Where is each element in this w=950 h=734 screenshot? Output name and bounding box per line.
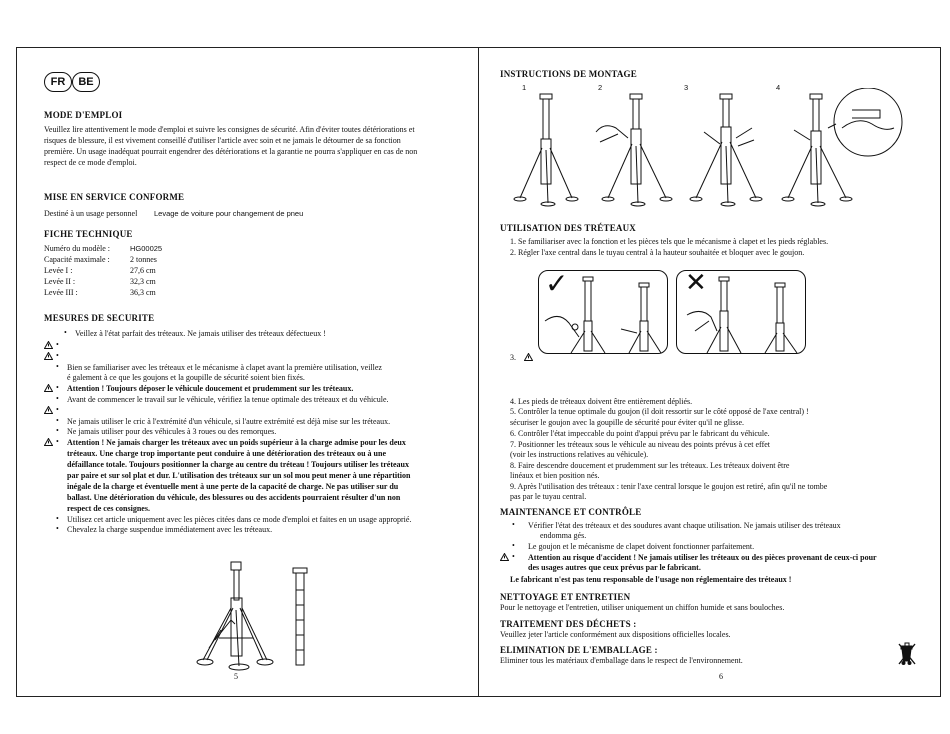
mise-en-service-heading: MISE EN SERVICE CONFORME xyxy=(44,192,185,202)
maintenance-heading: MAINTENANCE ET CONTRÔLE xyxy=(500,507,642,517)
safety-item: Utilisez cet article uniquement avec les pièces citées dans ce mode d'emploi et faites en un usage approprié. xyxy=(67,515,412,524)
page-number: 6 xyxy=(719,672,723,681)
safety-warning-line: ballast. Une détérioration du véhicule, des blessures ou des accidents pourraient résulter d'un non xyxy=(67,493,401,502)
country-badge-be: BE xyxy=(72,72,100,92)
usage-step: 9. Après l'utilisation des tréteaux : tenir l'axe central lorsque le goujon est retiré, afin qu'il ne tombe xyxy=(510,482,828,491)
cross-icon: ✕ xyxy=(685,268,707,298)
fiche-technique-heading: FICHE TECHNIQUE xyxy=(44,229,133,239)
incorrect-usage-box xyxy=(676,270,806,354)
safety-item: Chevalez la charge suspendue immédiatement avec les tréteaux. xyxy=(67,525,273,534)
usage-label: Destiné à un usage personnel xyxy=(44,209,138,218)
spec-label: Levée III : xyxy=(44,288,78,297)
bullet: • xyxy=(56,416,59,425)
usage-step: 2. Régler l'axe central dans le tuyau central à la hauteur souhaitée et bloquer avec le goujon. xyxy=(510,248,805,257)
usage-step: 4. Les pieds de tréteaux doivent être entièrement dépliés. xyxy=(510,397,693,406)
maintenance-warning: Le fabricant n'est pas tenu responsable de l'usage non réglementaire des tréteaux ! xyxy=(510,575,792,584)
dechets-heading: TRAITEMENT DES DÉCHETS : xyxy=(500,619,637,629)
mesures-securite-heading: MESURES DE SECURITE xyxy=(44,313,155,323)
bullet: • xyxy=(56,362,59,371)
spec-label: Levée I : xyxy=(44,266,73,275)
usage-step: 8. Faire descendre doucement et prudemment sur les tréteaux. Les tréteaux doivent être xyxy=(510,461,790,470)
bullet: • xyxy=(56,340,59,349)
warning-triangle-icon xyxy=(44,341,53,349)
spec-label: Numéro du modèle : xyxy=(44,244,110,253)
bullet: • xyxy=(56,351,59,360)
spec-value: 2 tonnes xyxy=(130,255,157,264)
warning-triangle-icon xyxy=(44,384,53,392)
maintenance-item: Vérifier l'état des tréteaux et des soudures avant chaque utilisation. Ne jamais utiliser des tréteaux xyxy=(528,521,841,530)
maintenance-item: endomma gés. xyxy=(540,531,587,540)
page-number: 5 xyxy=(234,672,238,681)
maintenance-warning: Attention au risque d'accident ! Ne jamais utiliser les tréteaux ou des pièces provenant de ceux-ci pour xyxy=(528,553,877,562)
maintenance-item: Le goujon et le mécanisme de clapet doivent fonctionner parfaitement. xyxy=(528,542,755,551)
bullet: • xyxy=(56,426,59,435)
warning-triangle-icon xyxy=(44,406,53,414)
bullet: • xyxy=(56,514,59,523)
mode-emploi-heading: MODE D'EMPLOI xyxy=(44,110,123,120)
spec-value: 36,3 cm xyxy=(130,288,156,297)
spec-value: 32,3 cm xyxy=(130,277,156,286)
bullet: • xyxy=(512,541,515,550)
step-number: 2 xyxy=(598,83,603,92)
safety-warning-line: Attention ! Ne jamais charger les tréteaux avec un poids supérieur à la charge admise pour les deux xyxy=(67,438,406,447)
safety-item: Ne jamais utiliser pour des véhicules à 3 roues ou des remorques. xyxy=(67,427,277,436)
assembly-steps-illustration xyxy=(508,88,908,210)
safety-item: é galement à ce que les goujons et la goupille de sécurité soient bien fixés. xyxy=(67,373,305,382)
dechets-text: Veuillez jeter l'article conformément aux dispositions officielles locales. xyxy=(500,630,731,639)
usage-step: 5. Contrôler la tenue optimale du goujon (il doit ressortir sur le côté opposé de l'axe central) ! xyxy=(510,407,809,416)
bullet: • xyxy=(64,328,67,337)
usage-step: 6. Contrôler l'état impeccable du point d'appui prévu par le fabricant du véhicule. xyxy=(510,429,770,438)
checkmark-icon: ✓ xyxy=(545,267,569,300)
bullet: • xyxy=(56,437,59,446)
correct-usage-box xyxy=(538,267,668,354)
safety-item-bold: Attention ! Toujours déposer le véhicule doucement et prudemment sur les tréteaux. xyxy=(67,384,354,393)
usage-step: pas par le tuyau central. xyxy=(510,492,587,501)
bullet: • xyxy=(56,524,59,533)
mode-emploi-line: risques de blessure, il est vivement conseillé d'utiliser l'article avec soin et ne jamais le détourner de sa fonction xyxy=(44,136,401,145)
warning-triangle-icon xyxy=(524,353,533,361)
usage-step: (voir les instructions relatives au véhicule). xyxy=(510,450,649,459)
nettoyage-text: Pour le nettoyage et l'entretien, utiliser uniquement un chiffon humide et sans bouloches. xyxy=(500,603,785,612)
crossed-out-bin-icon xyxy=(898,640,916,666)
spec-label: Capacité maximale : xyxy=(44,255,110,264)
usage-step: 7. Positionner les tréteaux sous le véhicule au niveau des points prévus à cet effet xyxy=(510,440,770,449)
bullet: • xyxy=(512,552,515,561)
safety-warning-line: par paire et sur sol plat et dur. L'utilisation des tréteaux sur un sol mou peut mener à une répartition xyxy=(67,471,411,480)
bullet: • xyxy=(56,394,59,403)
safety-item: Ne jamais utiliser le cric à l'extrémité d'un véhicule, si l'autre extrémité est déjà mise sur les tréteaux. xyxy=(67,417,391,426)
warning-triangle-icon xyxy=(44,352,53,360)
usage-step: 1. Se familiariser avec la fonction et les pièces tels que le mécanisme à clapet et les pieds réglables. xyxy=(510,237,829,246)
bullet: • xyxy=(56,405,59,414)
safety-warning-line: défaillance totale. Toujours positionner la charge au centre du tréteau ! Toujours utiliser les tréteaux xyxy=(67,460,409,469)
bullet: • xyxy=(512,520,515,529)
warning-triangle-icon xyxy=(44,438,53,446)
safety-item: Avant de commencer le travail sur le véhicule, vérifiez la tenue optimale des tréteaux et du véhicule. xyxy=(67,395,389,404)
mode-emploi-line: Veuillez lire attentivement le mode d'emploi et suivre les consignes de sécurité. Afin d'éviter toutes détériorations et xyxy=(44,125,415,134)
spec-label: Levée II : xyxy=(44,277,76,286)
warning-triangle-icon xyxy=(500,553,509,561)
mode-emploi-line: respect de ce mode d'emploi. xyxy=(44,158,137,167)
emballage-text: Eliminer tous les matériaux d'emballage dans le respect de l'environnement. xyxy=(500,656,743,665)
safety-item: Veillez à l'état parfait des tréteaux. Ne jamais utiliser des tréteaux défectueux ! xyxy=(75,329,326,338)
maintenance-warning: des usages autres que ceux prévus par le fabricant. xyxy=(528,563,701,572)
safety-warning-line: respect de ces consignes. xyxy=(67,504,150,513)
instructions-heading: INSTRUCTIONS DE MONTAGE xyxy=(500,69,637,79)
page-divider xyxy=(478,47,479,697)
utilisation-heading: UTILISATION DES TRÉTEAUX xyxy=(500,223,637,233)
usage-value: Levage de voiture pour changement de pneu xyxy=(154,209,304,218)
bullet: • xyxy=(56,383,59,392)
mode-emploi-line: première. Un usage inadéquat pourrait engendrer des détériorations et la garantie ne pourra s'appliquer en cas de non xyxy=(44,147,418,156)
country-badge-fr: FR xyxy=(44,72,72,92)
usage-step: 3. xyxy=(510,353,516,362)
spec-value: HG00025 xyxy=(130,244,163,253)
usage-step: linéaux et bien position nés. xyxy=(510,471,600,480)
safety-warning-line: tréteaux. Une charge trop importante peut conduire à une détérioration des tréteaux ou à une xyxy=(67,449,386,458)
spec-value: 27,6 cm xyxy=(130,266,156,275)
step-number: 4 xyxy=(776,83,781,92)
safety-warning-line: inégale de la charge et éventuelle ment à une perte de la capacité de charge. Ne pas utiliser sur du xyxy=(67,482,399,491)
axle-stand-illustration xyxy=(195,560,345,672)
safety-item: Bien se familiariser avec les tréteaux et le mécanisme à clapet avant la première utilisation, veillez xyxy=(67,363,382,372)
step-number: 1 xyxy=(522,83,527,92)
usage-step: sécuriser le goujon avec la goupille de sécurité pour éviter qu'il ne glisse. xyxy=(510,418,745,427)
step-number: 3 xyxy=(684,83,689,92)
nettoyage-heading: NETTOYAGE ET ENTRETIEN xyxy=(500,592,631,602)
emballage-heading: ELIMINATION DE L'EMBALLAGE : xyxy=(500,645,658,655)
